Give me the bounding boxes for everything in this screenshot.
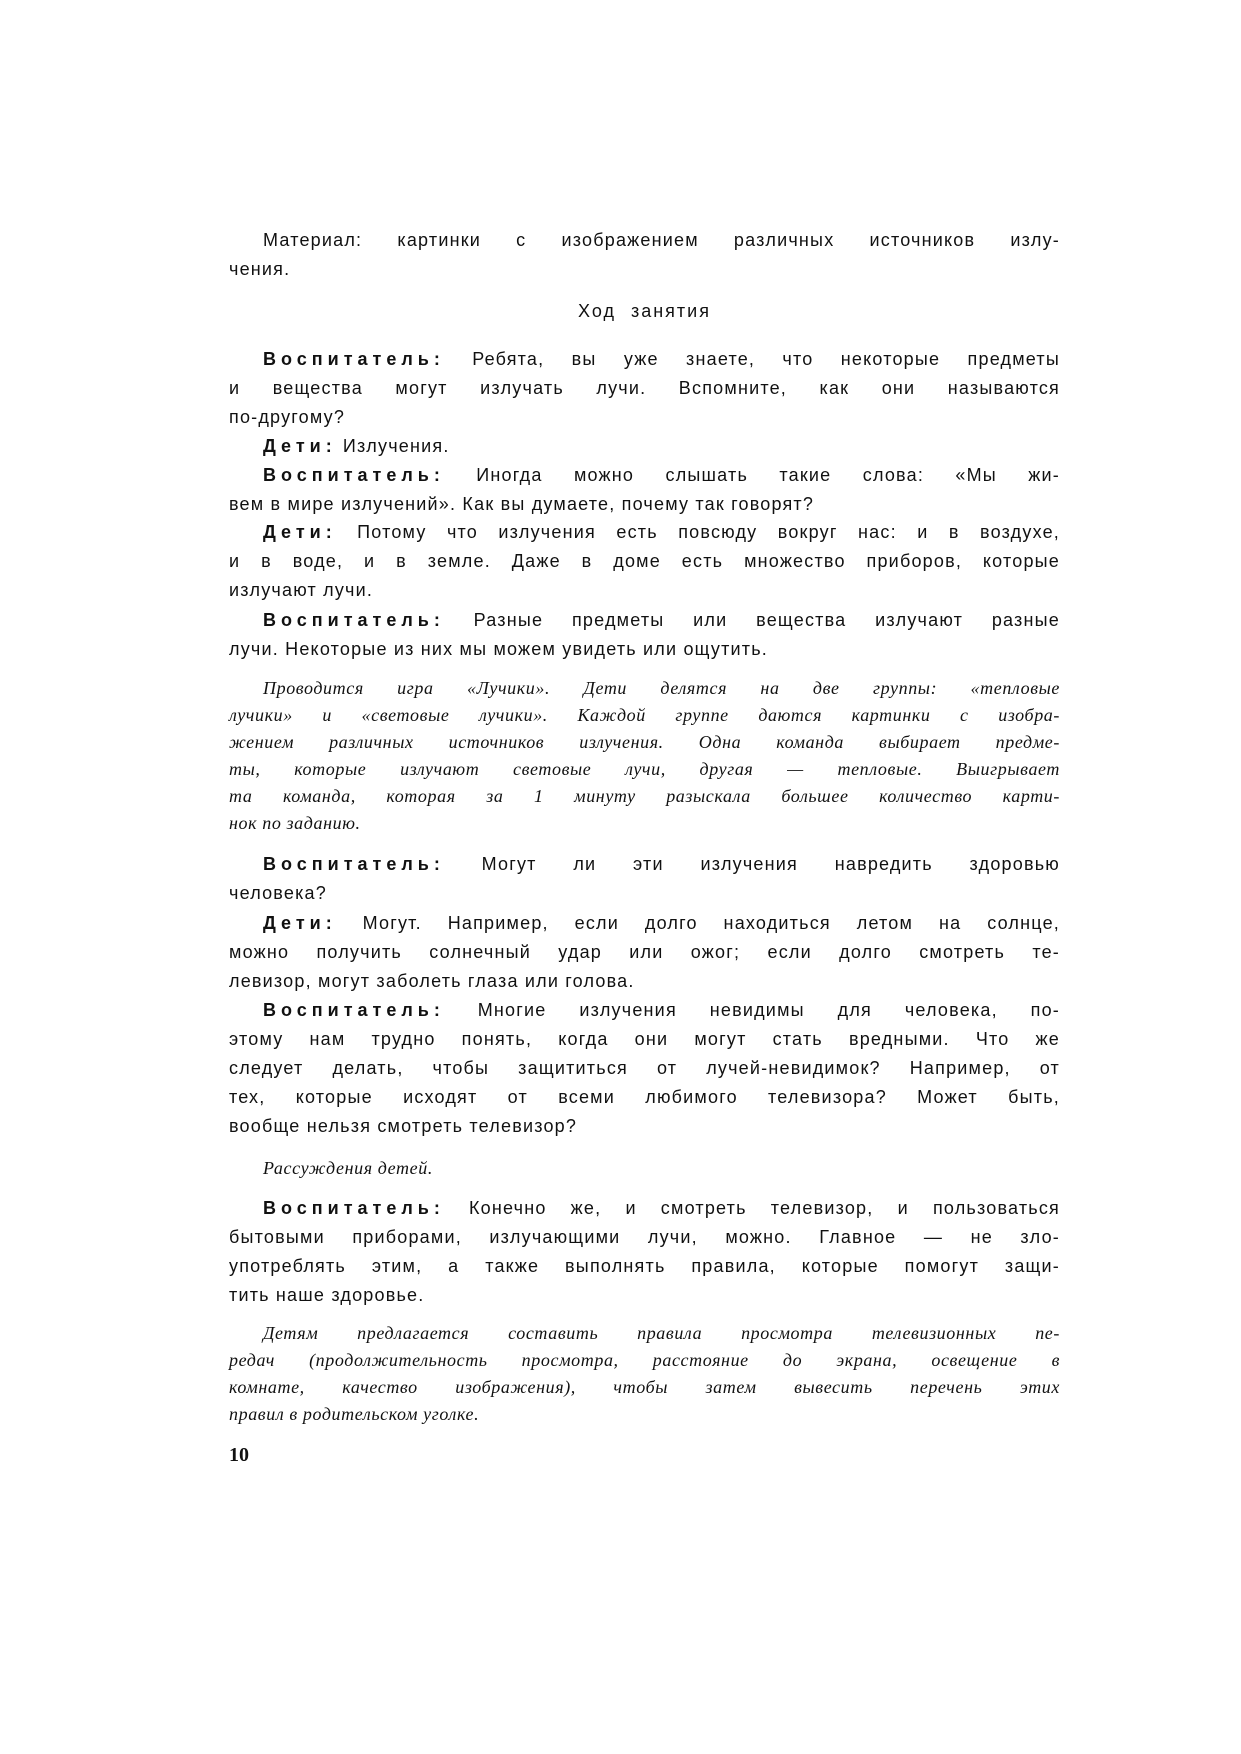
- text-line: [229, 938, 1060, 967]
- text-line: [229, 850, 1060, 879]
- text-line: [229, 879, 1060, 908]
- line-text: чения.: [229, 259, 291, 279]
- text-line: [229, 606, 1060, 635]
- line-text: Материал: картинки с изображением различных источников излу-: [263, 230, 1060, 250]
- text-line: [229, 490, 1060, 519]
- text-line: [229, 226, 1060, 255]
- text-line: [229, 403, 1060, 432]
- line-text: Проводится игра «Лучики». Дети делятся на две группы: «тепловые: [263, 678, 1060, 698]
- line-text: вем в мире излучений». Как вы думаете, почему так говорят?: [229, 494, 815, 514]
- page-number: 10: [229, 1444, 249, 1466]
- speaker-label: Дети:: [263, 522, 337, 542]
- text-line: [229, 1223, 1060, 1252]
- line-text: Могут. Например, если долго находиться летом на солнце,: [362, 913, 1060, 933]
- text-line: [229, 1025, 1060, 1054]
- text-line: [229, 702, 1060, 729]
- dialogue-paragraph: [229, 850, 1060, 908]
- line-text: Конечно же, и смотреть телевизор, и пользоваться: [468, 1198, 1060, 1218]
- dialogue-paragraph: [229, 432, 1060, 461]
- text-line: [229, 967, 1060, 996]
- line-text: левизор, могут заболеть глаза или голова.: [229, 971, 635, 991]
- line-text: Рассуждения детей.: [263, 1158, 433, 1178]
- text-line: [229, 576, 1060, 605]
- line-text: Детям предлагается составить правила просмотра телевизионных пе-: [263, 1323, 1060, 1343]
- stage-direction-paragraph: [229, 1155, 1060, 1182]
- text-line: [229, 783, 1060, 810]
- text-line: [229, 810, 1060, 837]
- line-text: редач (продолжительность просмотра, расстояние до экрана, освещение в: [229, 1350, 1060, 1370]
- speaker-label: Дети:: [263, 436, 337, 456]
- line-text: комнате, качество изображения), чтобы затем вывесить перечень этих: [229, 1377, 1060, 1397]
- paragraph: [229, 226, 1060, 284]
- speaker-label: Воспитатель:: [263, 1198, 445, 1218]
- line-text: этому нам трудно понять, когда они могут стать вредными. Что же: [229, 1029, 1060, 1049]
- dialogue-paragraph: [229, 461, 1060, 519]
- section-heading: Ход занятия: [578, 301, 711, 321]
- line-text: вообще нельзя смотреть телевизор?: [229, 1116, 578, 1136]
- speaker-label: Воспитатель:: [263, 1000, 445, 1020]
- line-text: Излучения.: [342, 436, 450, 456]
- text-line: [229, 675, 1060, 702]
- dialogue-paragraph: [229, 606, 1060, 664]
- text-line: [229, 1252, 1060, 1281]
- text-line: [229, 374, 1060, 403]
- stage-direction-paragraph: [229, 1320, 1060, 1428]
- line-text: Ребята, вы уже знаете, что некоторые предметы: [472, 349, 1060, 369]
- text-line: [229, 1054, 1060, 1083]
- text-line: [229, 756, 1060, 783]
- line-text: лучики» и «световые лучики». Каждой группе даются картинки с изобра-: [229, 705, 1060, 725]
- text-line: [229, 1374, 1060, 1401]
- text-line: [229, 729, 1060, 756]
- text-line: [229, 1320, 1060, 1347]
- text-line: [229, 635, 1060, 664]
- line-text: человека?: [229, 883, 327, 903]
- speaker-label: Воспитатель:: [263, 349, 445, 369]
- line-text: бытовыми приборами, излучающими лучи, можно. Главное — не зло-: [229, 1227, 1060, 1247]
- line-text: ты, которые излучают световые лучи, другая — тепловые. Выигрывает: [229, 759, 1060, 779]
- text-line: [229, 996, 1060, 1025]
- line-text: Могут ли эти излучения навредить здоровью: [481, 854, 1060, 874]
- dialogue-paragraph: [229, 345, 1060, 432]
- speaker-label: Воспитатель:: [263, 854, 445, 874]
- dialogue-paragraph: [229, 518, 1060, 605]
- line-text: излучают лучи.: [229, 580, 374, 600]
- text-line: [229, 1083, 1060, 1112]
- text-line: [229, 1112, 1060, 1141]
- line-text: та команда, которая за 1 минуту разыскала большее количество карти-: [229, 786, 1060, 806]
- text-line: [229, 909, 1060, 938]
- line-text: правил в родительском уголке.: [229, 1404, 480, 1424]
- line-text: лучи. Некоторые из них мы можем увидеть или ощутить.: [229, 639, 768, 659]
- text-line: [229, 345, 1060, 374]
- text-line: [229, 1347, 1060, 1374]
- text-line: [229, 1401, 1060, 1428]
- speaker-label: Воспитатель:: [263, 465, 445, 485]
- line-text: употреблять этим, а также выполнять правила, которые помогут защи-: [229, 1256, 1060, 1276]
- line-text: жением различных источников излучения. Одна команда выбирает предме-: [229, 732, 1060, 752]
- line-text: Разные предметы или вещества излучают разные: [473, 610, 1060, 630]
- text-line: [229, 1155, 1060, 1182]
- stage-direction-paragraph: [229, 675, 1060, 837]
- text-line: [229, 432, 1060, 461]
- line-text: Потому что излучения есть повсюду вокруг нас: и в воздухе,: [357, 522, 1060, 542]
- text-line: [229, 1281, 1060, 1310]
- line-text: тех, которые исходят от всеми любимого телевизора? Может быть,: [229, 1087, 1060, 1107]
- line-text: Многие излучения невидимы для человека, по-: [477, 1000, 1060, 1020]
- speaker-label: Дети:: [263, 913, 337, 933]
- line-text: можно получить солнечный удар или ожог; если долго смотреть те-: [229, 942, 1060, 962]
- line-text: нок по заданию.: [229, 813, 361, 833]
- line-text: тить наше здоровье.: [229, 1285, 425, 1305]
- line-text: Иногда можно слышать такие слова: «Мы жи-: [476, 465, 1060, 485]
- text-line: [229, 547, 1060, 576]
- dialogue-paragraph: [229, 1194, 1060, 1310]
- text-line: [229, 255, 1060, 284]
- text-line: [229, 461, 1060, 490]
- line-text: и вещества могут излучать лучи. Вспомните, как они называются: [229, 378, 1060, 398]
- dialogue-paragraph: [229, 909, 1060, 996]
- line-text: следует делать, чтобы защититься от лучей-невидимок? Например, от: [229, 1058, 1060, 1078]
- line-text: по-другому?: [229, 407, 346, 427]
- text-line: [229, 518, 1060, 547]
- speaker-label: Воспитатель:: [263, 610, 445, 630]
- text-line: [229, 1194, 1060, 1223]
- line-text: и в воде, и в земле. Даже в доме есть множество приборов, которые: [229, 551, 1060, 571]
- dialogue-paragraph: [229, 996, 1060, 1141]
